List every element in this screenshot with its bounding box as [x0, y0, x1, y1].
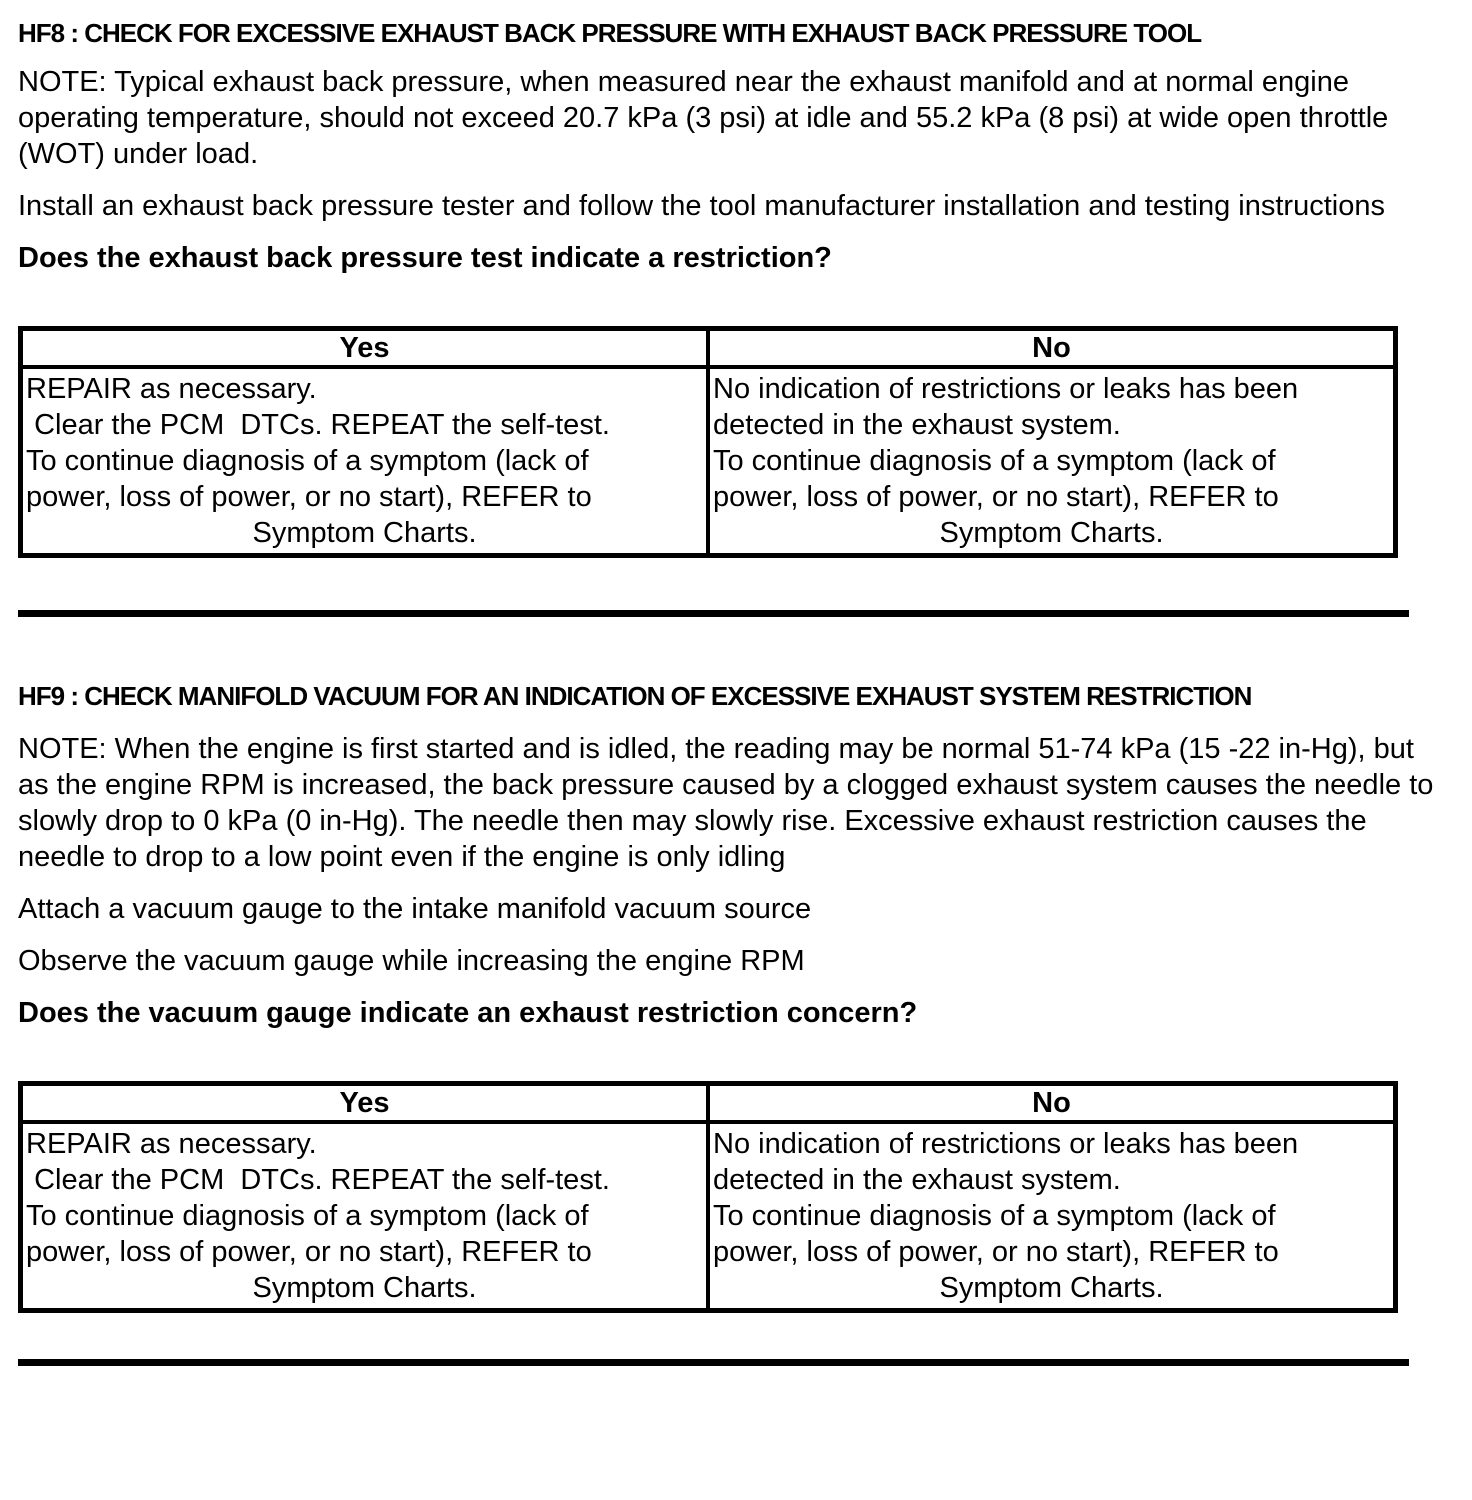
- no-action-line: power, loss of power, or no start), REFER to: [713, 481, 1279, 513]
- no-action-line: power, loss of power, or no start), REFER to: [713, 1236, 1279, 1268]
- no-action-line: Symptom Charts.: [939, 517, 1164, 549]
- no-action-line: Symptom Charts.: [939, 1272, 1164, 1304]
- section-hf8-question: Does the exhaust back pressure test indicate a restriction?: [18, 242, 832, 274]
- section-hf8-heading: HF8 : CHECK FOR EXCESSIVE EXHAUST BACK PRESSURE WITH EXHAUST BACK PRESSURE TOOL: [18, 18, 1202, 48]
- table-header-yes: Yes: [21, 1084, 709, 1123]
- table-header-no: No: [708, 329, 1396, 368]
- table-header-row: [21, 1084, 1396, 1123]
- section-divider-rule: [18, 610, 1409, 617]
- table-body-row: [21, 1122, 1396, 1311]
- table-header-yes: Yes: [21, 329, 709, 368]
- no-action-line: detected in the exhaust system.: [713, 1164, 1121, 1196]
- no-action-cell: [708, 367, 1396, 556]
- section-hf9-instruction: Attach a vacuum gauge to the intake manifold vacuum source: [18, 893, 812, 925]
- section-hf8-yes-no-table: [18, 326, 1398, 558]
- section-hf9-question: Does the vacuum gauge indicate an exhaust restriction concern?: [18, 997, 918, 1029]
- no-action-line: To continue diagnosis of a symptom (lack of: [713, 1200, 1276, 1232]
- section-hf8-note: NOTE: Typical exhaust back pressure, when measured near the exhaust manifold and at normal engine operating temperature, should not exceed 20.7 kPa (3 psi) at idle and 55.2 kPa (8 psi) at wide open throttle (WOT) under load.: [18, 66, 1389, 170]
- no-action-cell: [708, 1122, 1396, 1311]
- yes-action-cell: [21, 367, 709, 556]
- yes-action-line: REPAIR as necessary.: [26, 373, 317, 405]
- no-action-line: No indication of restrictions or leaks has been: [713, 1128, 1299, 1160]
- yes-action-line: Clear the PCM DTCs. REPEAT the self-test.: [26, 1164, 610, 1196]
- no-action-line: To continue diagnosis of a symptom (lack of: [713, 445, 1276, 477]
- page-end-rule: [18, 1359, 1409, 1366]
- section-hf9: [18, 681, 1444, 1366]
- yes-action-line: REPAIR as necessary.: [26, 1128, 317, 1160]
- yes-action-line: Symptom Charts.: [252, 517, 477, 549]
- section-hf9-yes-no-table: [18, 1081, 1398, 1313]
- section-hf9-instruction: Observe the vacuum gauge while increasing the engine RPM: [18, 945, 805, 977]
- yes-action-cell: [21, 1122, 709, 1311]
- table-body-row: [21, 367, 1396, 556]
- yes-action-line: power, loss of power, or no start), REFER to: [26, 1236, 592, 1268]
- no-action-line: No indication of restrictions or leaks has been: [713, 373, 1299, 405]
- no-action-line: detected in the exhaust system.: [713, 409, 1121, 441]
- table-header-no: No: [708, 1084, 1396, 1123]
- yes-action-line: Clear the PCM DTCs. REPEAT the self-test.: [26, 409, 610, 441]
- table-header-row: [21, 329, 1396, 368]
- yes-action-line: power, loss of power, or no start), REFER to: [26, 481, 592, 513]
- yes-action-line: To continue diagnosis of a symptom (lack of: [26, 1200, 589, 1232]
- yes-action-line: To continue diagnosis of a symptom (lack of: [26, 445, 589, 477]
- section-hf8-instruction: Install an exhaust back pressure tester and follow the tool manufacturer installation and testing instructions: [18, 190, 1385, 222]
- section-hf9-note: NOTE: When the engine is first started and is idled, the reading may be normal 51-74 kPa (15 -22 in-Hg), but as the engine RPM is increased, the back pressure caused by a clogged exhaust system causes the needle to slowly drop to 0 kPa (0 in-Hg). The needle then may slowly rise. Excessive exhaust restriction causes the needle to drop to a low point even if the engine is only idling: [18, 733, 1434, 873]
- yes-action-line: Symptom Charts.: [252, 1272, 477, 1304]
- section-hf9-heading: HF9 : CHECK MANIFOLD VACUUM FOR AN INDICATION OF EXCESSIVE EXHAUST SYSTEM RESTRICTION: [18, 681, 1252, 711]
- section-hf8: [18, 18, 1444, 617]
